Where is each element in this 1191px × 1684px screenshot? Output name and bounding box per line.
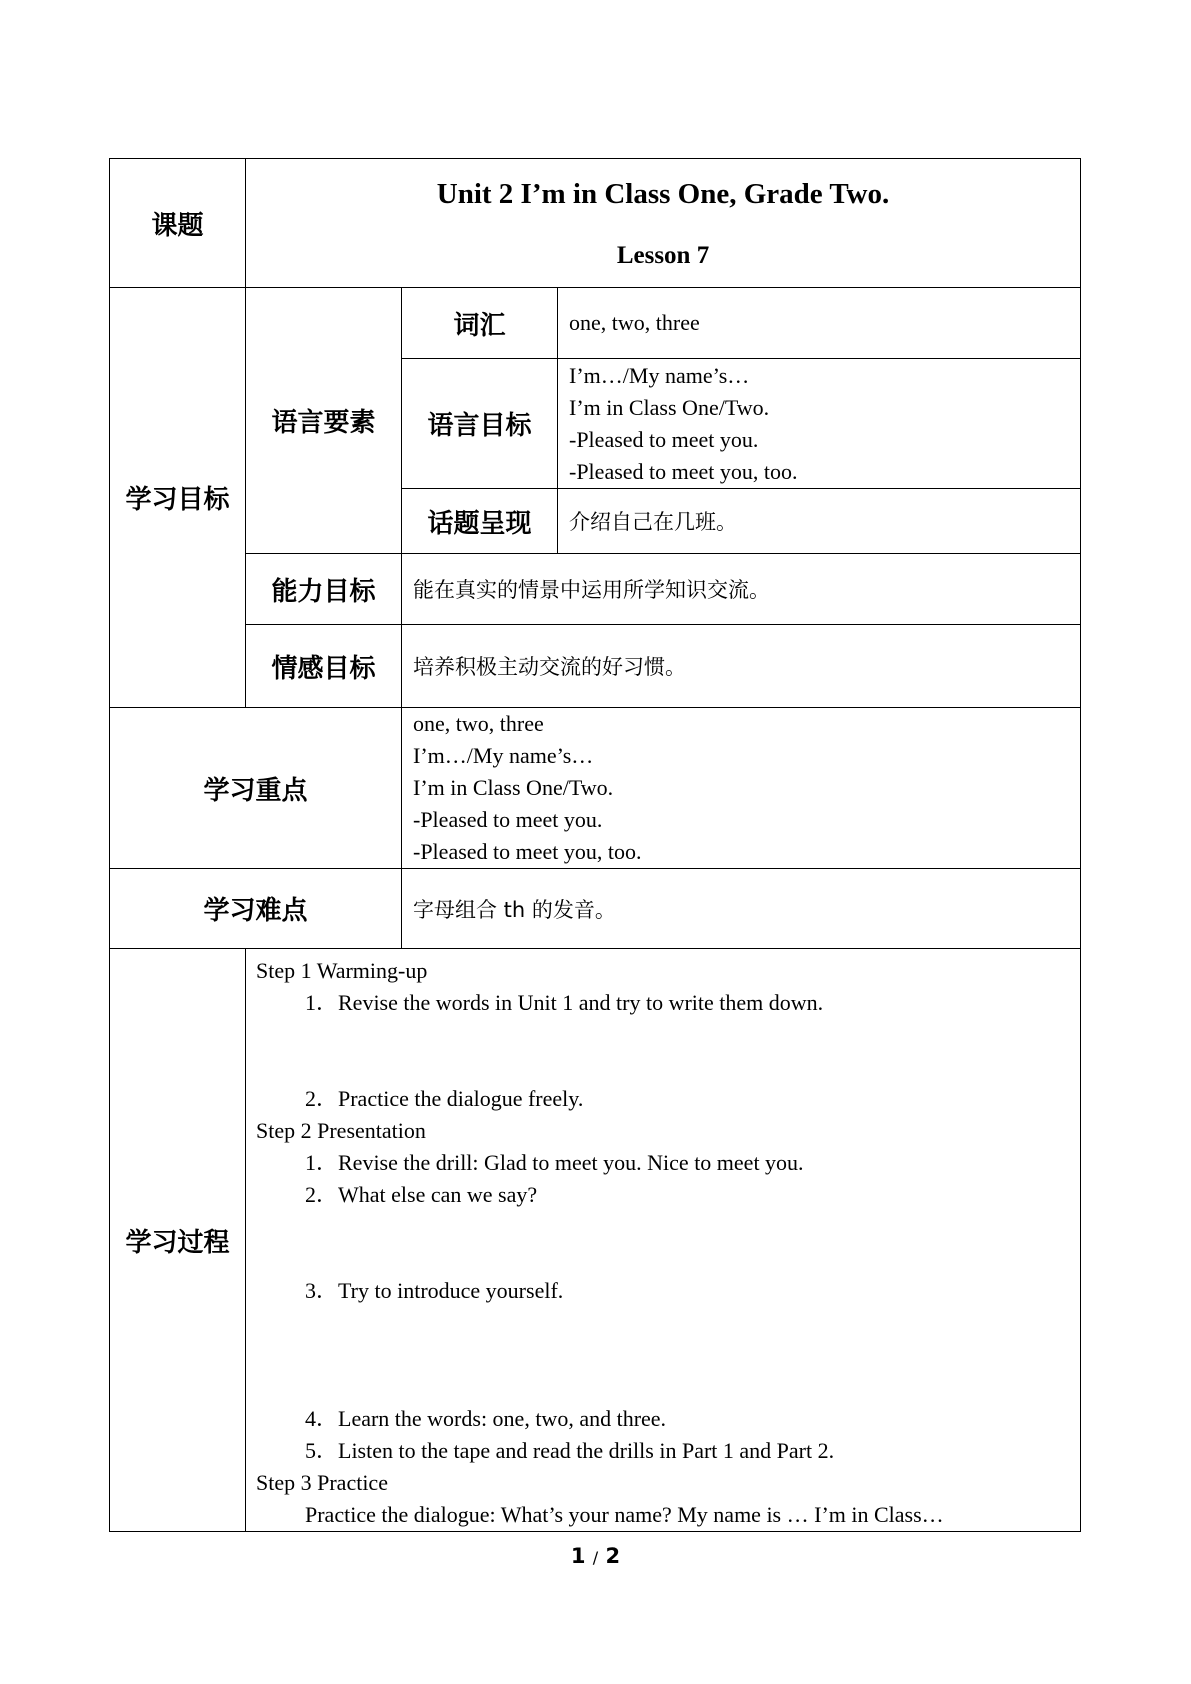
topic-label: 课题 bbox=[110, 159, 246, 288]
step-item: 2．Practice the dialogue freely. bbox=[305, 1086, 584, 1111]
step-item: 2．What else can we say? bbox=[305, 1182, 538, 1207]
language-target-label: 语言目标 bbox=[402, 359, 558, 489]
process-row bbox=[110, 949, 1081, 1532]
page-number bbox=[0, 1544, 1191, 1568]
key-points-row bbox=[110, 708, 1081, 869]
step-item: 5．Listen to the tape and read the drills in Part 1 and Part 2. bbox=[305, 1438, 835, 1463]
title-cell bbox=[246, 159, 1081, 288]
emotion-row bbox=[110, 625, 1081, 708]
difficulty-label: 学习难点 bbox=[110, 869, 402, 949]
key-point-line: I’m in Class One/Two. bbox=[413, 775, 614, 800]
page-separator: / bbox=[592, 1548, 599, 1567]
current-page: 1 bbox=[570, 1544, 586, 1568]
process-content bbox=[246, 949, 1081, 1532]
lesson-title: Lesson 7 bbox=[616, 242, 710, 269]
unit-title: Unit 2 I’m in Class One, Grade Two. bbox=[436, 178, 890, 210]
ability-row bbox=[110, 554, 1081, 625]
step-heading: Step 2 Presentation bbox=[256, 1118, 426, 1143]
key-point-line: -Pleased to meet you. bbox=[413, 807, 603, 832]
key-points-label: 学习重点 bbox=[110, 708, 402, 869]
step-item: 1．Revise the drill: Glad to meet you. Nice to meet you. bbox=[305, 1150, 804, 1175]
emotion-value: 培养积极主动交流的好习惯。 bbox=[402, 625, 1081, 708]
vocab-value: one, two, three bbox=[558, 288, 1081, 359]
key-point-line: -Pleased to meet you, too. bbox=[413, 839, 642, 864]
lesson-plan-table bbox=[109, 158, 1081, 1532]
title-row bbox=[110, 159, 1081, 288]
total-pages: 2 bbox=[605, 1544, 621, 1568]
topic-presentation-value: 介绍自己在几班。 bbox=[558, 489, 1081, 554]
vocab-row bbox=[110, 288, 1081, 359]
emotion-label: 情感目标 bbox=[246, 625, 402, 708]
step-item: 4．Learn the words: one, two, and three. bbox=[305, 1406, 667, 1431]
objectives-label: 学习目标 bbox=[110, 288, 246, 708]
step-heading: Step 3 Practice bbox=[256, 1470, 388, 1495]
key-points-value bbox=[402, 708, 1081, 869]
language-target-line: I’m…/My name’s… bbox=[569, 362, 750, 388]
ability-label: 能力目标 bbox=[246, 554, 402, 625]
ability-value: 能在真实的情景中运用所学知识交流。 bbox=[402, 554, 1081, 625]
process-label: 学习过程 bbox=[110, 949, 246, 1532]
step-item: 1．Revise the words in Unit 1 and try to write them down. bbox=[305, 990, 824, 1015]
key-point-line: one, two, three bbox=[413, 711, 544, 736]
step-heading: Step 1 Warming-up bbox=[256, 958, 428, 983]
key-point-line: I’m…/My name’s… bbox=[413, 743, 594, 768]
vocab-label: 词汇 bbox=[402, 288, 558, 359]
step-item: Practice the dialogue: What’s your name? My name is … I’m in Class… bbox=[305, 1502, 944, 1527]
language-target-value bbox=[558, 359, 1081, 489]
difficulty-value: 字母组合 th 的发音。 bbox=[402, 869, 1081, 949]
language-target-line: I’m in Class One/Two. bbox=[569, 394, 770, 420]
language-target-line: -Pleased to meet you, too. bbox=[569, 458, 798, 484]
language-elements-label: 语言要素 bbox=[246, 288, 402, 554]
language-target-line: -Pleased to meet you. bbox=[569, 426, 759, 452]
step-item: 3．Try to introduce yourself. bbox=[305, 1278, 564, 1303]
topic-presentation-label: 话题呈现 bbox=[402, 489, 558, 554]
difficulty-row bbox=[110, 869, 1081, 949]
